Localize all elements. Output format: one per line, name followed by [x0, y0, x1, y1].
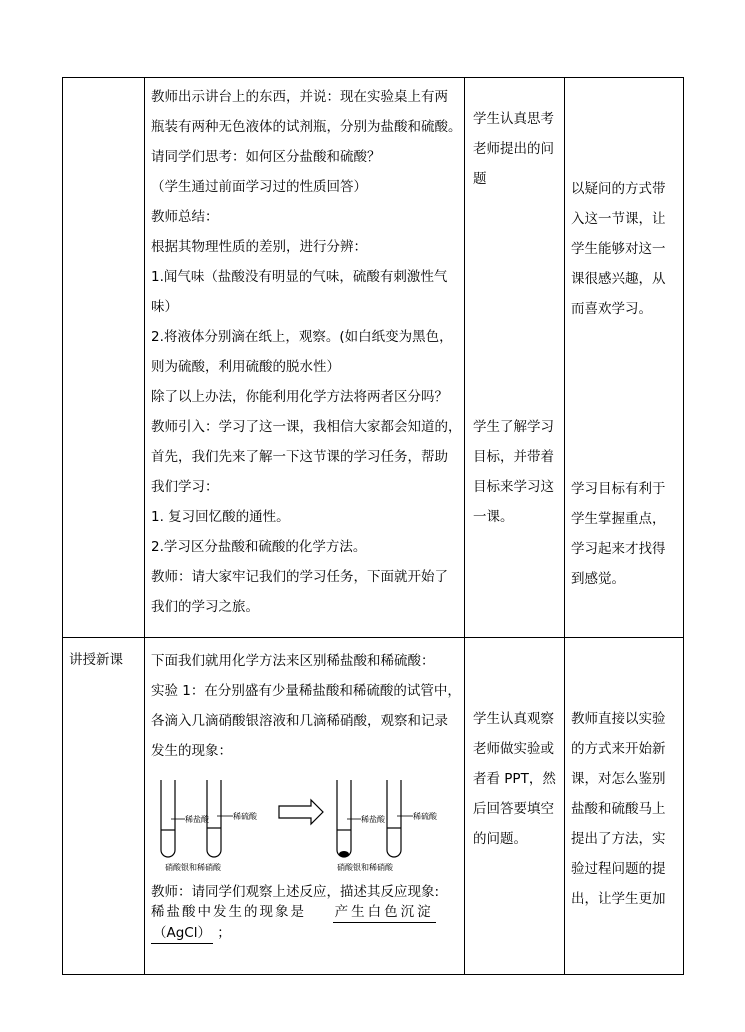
design-intent-text-bottom	[565, 324, 683, 594]
hcl-phenomenon-answer-2: （AgCl）	[151, 923, 213, 944]
text-line: 学生能够对这一	[571, 241, 666, 257]
text-line: 学习起来才找得	[571, 541, 666, 557]
teacher-question: 教师：请同学们观察上述反应，描述其反应现象:	[151, 884, 440, 900]
section-cell	[63, 638, 145, 975]
text-line: 首先，我们先来了解一下这节课的学习任务，帮助	[151, 449, 448, 465]
text-line: 的问题。	[473, 831, 527, 847]
hcl-phenomenon-line	[151, 902, 458, 923]
text-line: 教师直接以实验	[571, 711, 666, 727]
label-hcl-right: 稀盐酸	[361, 815, 385, 824]
text-line: 我们学习：	[151, 479, 219, 495]
student-activity-text	[465, 638, 564, 854]
design-intent-cell	[565, 638, 684, 975]
text-line: 教师引入：学习了这一课，我相信大家都会知道的，	[151, 419, 462, 435]
label-reagent-right: 硝酸银和稀硝酸	[337, 863, 393, 872]
student-activity-text-top	[465, 78, 564, 194]
text-line: 验过程问题的提	[571, 861, 666, 877]
table-row	[63, 78, 684, 638]
text-line: 的方式来开始新	[571, 741, 666, 757]
text-line: 盐酸和硫酸马上	[571, 801, 666, 817]
section-cell-empty	[63, 78, 145, 638]
lesson-plan-table	[62, 77, 684, 975]
design-intent-text-top	[565, 78, 683, 324]
text-line: 2.学习区分盐酸和硫酸的化学方法。	[151, 539, 367, 555]
design-intent-cell	[565, 78, 684, 638]
text-line: 入这一节课，让	[571, 211, 666, 227]
text-line: 请同学们思考：如何区分盐酸和硫酸？	[151, 149, 381, 165]
text-line: 实验 1：在分别盛有少量稀盐酸和稀硫酸的试管中，	[151, 683, 461, 699]
text-line: 而喜欢学习。	[571, 301, 652, 317]
text-line: 学生认真观察	[473, 711, 554, 727]
section-title: 讲授新课	[69, 652, 123, 668]
text-line: 课很感兴趣，从	[571, 271, 666, 287]
label-hcl-left: 稀盐酸	[185, 815, 209, 824]
text-line: 除了以上办法，你能利用化学方法将两者区分吗？	[151, 389, 448, 405]
text-line: 以疑问的方式带	[571, 181, 666, 197]
label-h2so4-right: 稀硫酸	[413, 812, 437, 821]
text-line: 1. 复习回忆酸的通性。	[151, 509, 290, 525]
text-line: 下面我们就用化学方法来区别稀盐酸和稀硫酸：	[151, 653, 435, 669]
text-line: 味）	[151, 299, 178, 315]
text-line: 课，对怎么鉴别	[571, 771, 666, 787]
text-line: 各滴入几滴硝酸银溶液和几滴稀硝酸，观察和记录	[151, 713, 448, 729]
experiment-description	[145, 638, 464, 766]
hcl-phenomenon-line-2	[151, 923, 458, 944]
precipitate-shape	[339, 851, 349, 857]
text-line: 1.闻气味（盐酸没有明显的气味，硫酸有刺激性气	[151, 269, 448, 285]
label-h2so4-left: 稀硫酸	[233, 812, 257, 821]
text-line: 目标，并带着	[473, 449, 554, 465]
text-line: 者看 PPT，然	[473, 771, 556, 787]
text-line: 发生的现象：	[151, 743, 232, 759]
text-line: 教师出示讲台上的东西，并说：现在实验桌上有两	[151, 89, 448, 105]
text-line: 我们的学习之旅。	[151, 599, 259, 615]
text-line: （学生通过前面学习过的性质回答）	[151, 179, 367, 195]
student-activity-text-bottom	[465, 194, 564, 532]
hcl-phenomenon-answer: 产生白色沉淀	[333, 902, 436, 923]
test-tube-diagram	[151, 772, 451, 872]
text-line: 老师做实验或	[473, 741, 554, 757]
text-line: 题	[473, 171, 487, 187]
text-line: 后回答要填空	[473, 801, 554, 817]
teacher-activity-text	[145, 78, 464, 622]
teacher-activity-cell	[145, 638, 465, 975]
label-reagent-left: 硝酸银和稀硝酸	[165, 863, 221, 872]
text-line: 一课。	[473, 509, 514, 525]
text-line: 学习目标有利于	[571, 481, 666, 497]
text-line: 瓶装有两种无色液体的试剂瓶，分别为盐酸和硫酸。	[151, 119, 462, 135]
text-line: 提出了方法，实	[571, 831, 666, 847]
text-line: 则为硫酸，利用硫酸的脱水性）	[151, 359, 340, 375]
table-row	[63, 638, 684, 975]
teacher-activity-cell	[145, 78, 465, 638]
design-intent-text	[565, 638, 683, 914]
text-line: 学生了解学习	[473, 419, 554, 435]
text-line: 出，让学生更加	[571, 891, 666, 907]
student-activity-cell	[465, 78, 565, 638]
text-line: 学生掌握重点，	[571, 511, 666, 527]
text-line: 目标来学习这	[473, 479, 554, 495]
text-line: 根据其物理性质的差别，进行分辨：	[151, 239, 367, 255]
text-line: 2.将液体分别滴在纸上，观察。(如白纸变为黑色，	[151, 329, 453, 345]
text-line: 学生认真思考	[473, 111, 554, 127]
student-activity-cell	[465, 638, 565, 975]
hcl-phenomenon-prefix: 稀盐酸中发生的现象是	[151, 904, 306, 920]
hcl-phenomenon-suffix: ；	[217, 925, 231, 941]
text-line: 教师总结：	[151, 209, 219, 225]
text-line: 到感觉。	[571, 571, 625, 587]
text-line: 教师：请大家牢记我们的学习任务，下面就开始了	[151, 569, 448, 585]
text-line: 老师提出的问	[473, 141, 554, 157]
